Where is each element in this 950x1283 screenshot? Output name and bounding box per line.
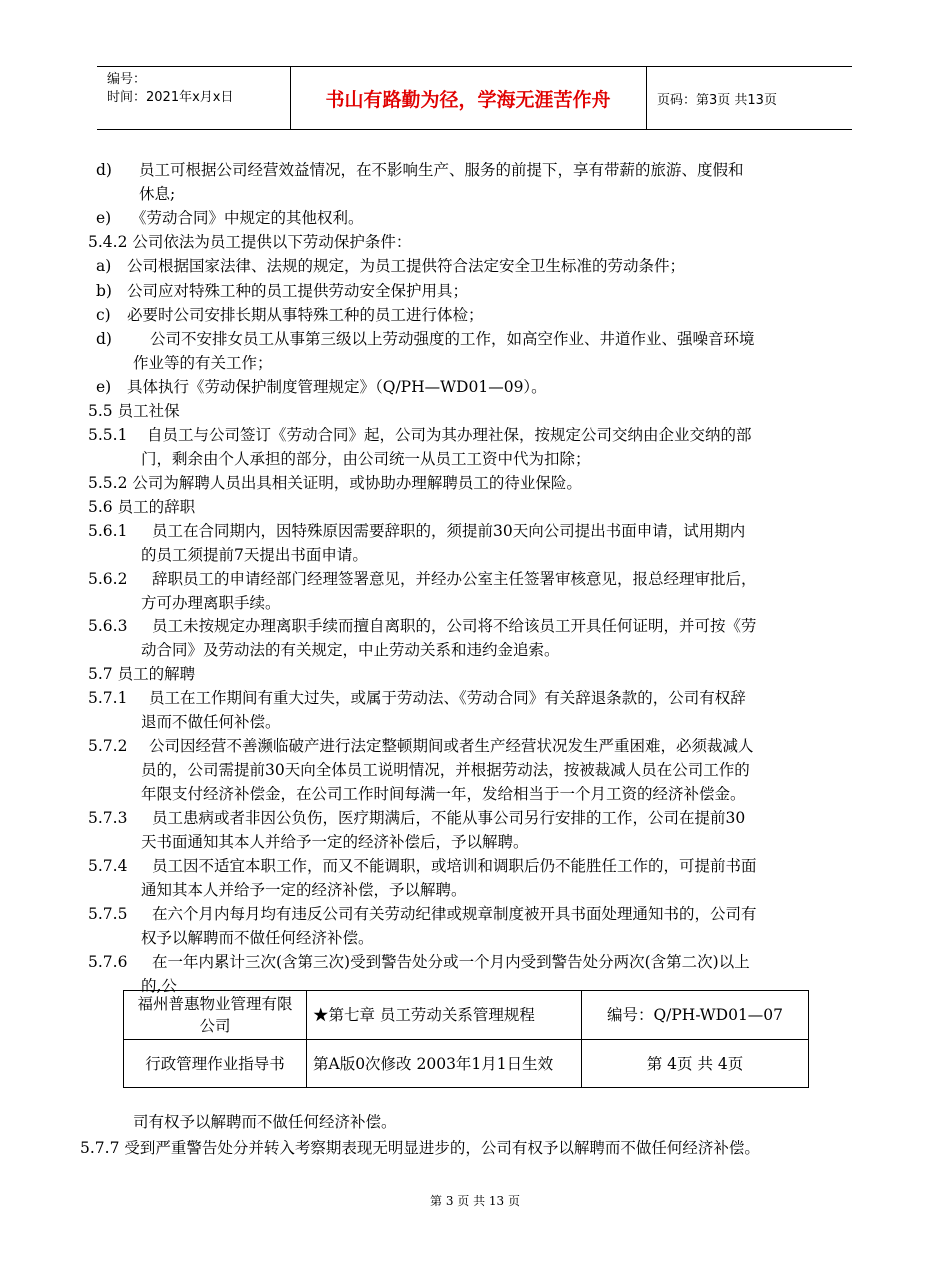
item-label: e) [96, 378, 112, 396]
item-label: 5.7.6 [88, 953, 128, 971]
item-text-line: 辞职员工的申请经部门经理签署意见，并经办公室主任签署审核意见，报总经理审批后， [152, 570, 757, 588]
item-text-line: 休息; [139, 185, 176, 203]
item-text-line: 的员工须提前7天提出书面申请。 [141, 546, 368, 564]
page-header [97, 66, 852, 130]
item-text-line: 通知其本人并给予一定的经济补偿，予以解聘。 [141, 881, 467, 899]
item-text-line: 权予以解聘而不做任何经济补偿。 [141, 929, 374, 947]
item-text-line: 5.5 员工社保 [88, 402, 180, 420]
header-page-info: 页码：第3页 共13页 [657, 92, 777, 108]
pages-cell: 第 4页 共 4页 [582, 1040, 809, 1088]
item-text-line: 方可办理离职手续。 [141, 594, 281, 612]
item-label: c) [96, 306, 111, 324]
item-label: 5.6.3 [88, 617, 128, 635]
item-label: d) [96, 161, 112, 179]
chapter-cell: ★第七章 员工劳动关系管理规程 [307, 991, 582, 1040]
header-motto: 书山有路勤为径，学海无涯苦作舟 [325, 88, 611, 111]
item-text-line: 员工在工作期间有重大过失，或属于劳动法、《劳动合同》有关辞退条款的，公司有权辞 [149, 689, 746, 707]
item-text-line: 的,公 [141, 977, 177, 995]
item-text-line: 年限支付经济补偿金，在公司工作时间每满一年，发给相当于一个月工资的经济补偿金。 [141, 785, 746, 803]
item-text-line: 在一年内累计三次(含第三次)受到警告处分或一个月内受到警告处分两次(含第二次)以上 [152, 953, 750, 971]
item-label: a) [96, 257, 112, 275]
item-label: 5.6.2 [88, 570, 128, 588]
item-label: 5.7.1 [88, 689, 128, 707]
manual-cell: 行政管理作业指导书 [124, 1040, 307, 1088]
item-text-line: 员工未按规定办理离职手续而擅自离职的，公司将不给该员工开具任何证明，并可按《劳 [152, 617, 757, 635]
item-text-line: 作业等的有关工作； [133, 354, 273, 372]
footer-table [123, 990, 809, 1088]
item-text-line: 员工可根据公司经营效益情况，在不影响生产、服务的前提下，享有带薪的旅游、度假和 [139, 161, 744, 179]
item-text-line: 具体执行《劳动保护制度管理规定》（Q/PH—WD01—09）。 [127, 378, 547, 396]
header-left [107, 71, 233, 107]
item-label: 5.7.3 [88, 809, 128, 827]
item-label: 5.5.1 [88, 426, 128, 444]
item-label: 5.7.2 [88, 737, 128, 755]
item-5-7-7: 5.7.7 受到严重警告处分并转入考察期表现无明显进步的，公司有权予以解聘而不做任何经济补偿。 [80, 1139, 760, 1157]
item-text-line: 公司不安排女员工从事第三级以上劳动强度的工作，如高空作业、井道作业、强噪音环境 [150, 330, 755, 348]
company-cell: 福州普惠物业管理有限公司 [124, 991, 307, 1040]
item-text-line: 5.4.2 公司依法为员工提供以下劳动保护条件： [88, 233, 412, 251]
item-text-line: 员的，公司需提前30天向全体员工说明情况，并根据劳动法，按被裁减人员在公司工作的 [141, 761, 750, 779]
item-text-line: 公司应对特殊工种的员工提供劳动安全保护用具； [127, 282, 469, 300]
item-label: d) [96, 330, 112, 348]
item-text-line: 5.6 员工的辞职 [88, 498, 196, 516]
item-text-line: 5.7 员工的解聘 [88, 665, 196, 683]
item-text-line: 5.5.2 公司为解聘人员出具相关证明，或协助办理解聘员工的待业保险。 [88, 474, 582, 492]
continuation-line: 司有权予以解聘而不做任何经济补偿。 [133, 1113, 397, 1131]
item-text-line: 退而不做任何补偿。 [141, 713, 281, 731]
item-label: e) [96, 209, 112, 227]
item-text-line: 《劳动合同》中规定的其他权利。 [131, 209, 364, 227]
header-divider [646, 67, 647, 129]
page-footer: 第 3 页 共 13 页 [430, 1194, 520, 1208]
item-text-line: 门，剩余由个人承担的部分，由公司统一从员工工资中代为扣除； [141, 450, 591, 468]
item-text-line: 员工在合同期内，因特殊原因需要辞职的，须提前30天向公司提出书面申请，试用期内 [152, 522, 746, 540]
item-text-line: 动合同》及劳动法的有关规定，中止劳动关系和违约金追索。 [141, 641, 560, 659]
item-text-line: 员工患病或者非因公负伤，医疗期满后，不能从事公司另行安排的工作，公司在提前30 [152, 809, 746, 827]
item-label: 5.7.5 [88, 905, 128, 923]
item-text-line: 自员工与公司签订《劳动合同》起，公司为其办理社保，按规定公司交纳由企业交纳的部 [147, 426, 752, 444]
code-cell: 编号：Q/PH-WD01—07 [582, 991, 809, 1040]
item-text-line: 员工因不适宜本职工作，而又不能调职，或培训和调职后仍不能胜任工作的，可提前书面 [152, 857, 757, 875]
item-text-line: 必要时公司安排长期从事特殊工种的员工进行体检； [127, 306, 484, 324]
item-label: b) [96, 282, 112, 300]
item-text-line: 公司根据国家法律、法规的规定，为员工提供符合法定安全卫生标准的劳动条件； [127, 257, 686, 275]
serial-label: 编号： [107, 72, 147, 87]
item-label: 5.6.1 [88, 522, 128, 540]
item-text-line: 公司因经营不善濒临破产进行法定整顿期间或者生产经营状况发生严重困难，必须裁减人 [149, 737, 754, 755]
time-label: 时间：2021年x月x日 [107, 90, 234, 105]
version-cell: 第A版0次修改 2003年1月1日生效 [307, 1040, 582, 1088]
item-text-line: 在六个月内每月均有违反公司有关劳动纪律或规章制度被开具书面处理通知书的，公司有 [152, 905, 757, 923]
item-label: 5.7.4 [88, 857, 128, 875]
item-text-line: 天书面通知其本人并给予一定的经济补偿后，予以解聘。 [141, 833, 529, 851]
